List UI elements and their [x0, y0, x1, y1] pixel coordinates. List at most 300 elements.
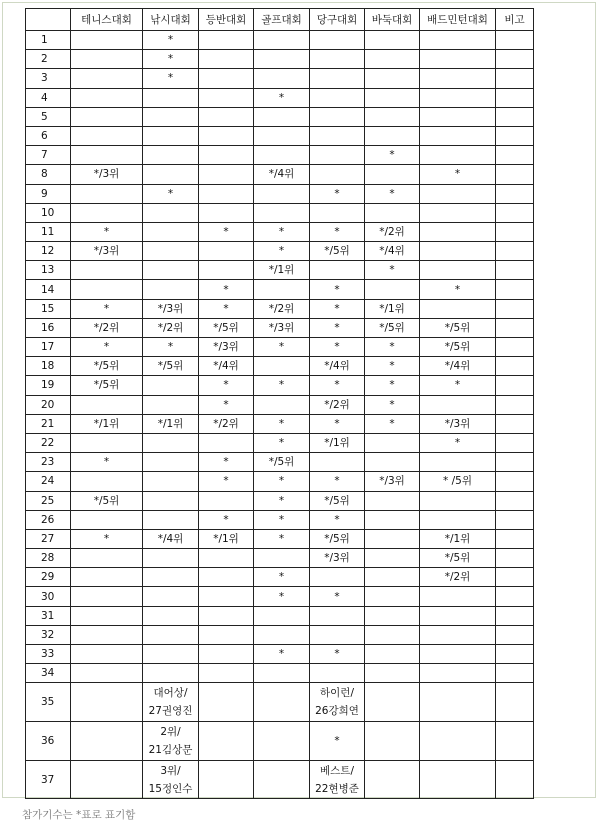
cell-badminton [420, 69, 496, 88]
cell-tennis: */3위 [71, 242, 143, 261]
table-row [26, 69, 534, 88]
cell-tennis: */1위 [71, 414, 143, 433]
cell-badminton: * [420, 280, 496, 299]
cell-fishing [143, 88, 199, 107]
cell-line: 2위/ [160, 725, 181, 738]
row-number: 33 [26, 645, 71, 664]
table-row [26, 203, 534, 222]
row-number: 26 [26, 510, 71, 529]
cell-fishing: */1위 [143, 414, 199, 433]
cell-golf: * [254, 568, 310, 587]
table-cell [71, 760, 143, 799]
row-number: 17 [26, 338, 71, 357]
cell-billiards: * [310, 280, 365, 299]
cell-baduk [365, 510, 420, 529]
cell-golf [254, 146, 310, 165]
cell-baduk [365, 165, 420, 184]
row-number: 27 [26, 529, 71, 548]
cell-baduk: * [365, 338, 420, 357]
cell-line: 하이런/ [320, 687, 354, 700]
cell-baduk [365, 50, 420, 69]
cell-remarks [496, 625, 534, 644]
cell-golf [254, 69, 310, 88]
cell-fishing [143, 165, 199, 184]
cell-baduk [365, 529, 420, 548]
table-row [26, 126, 534, 145]
cell-billiards: * [310, 645, 365, 664]
cell-remarks [496, 107, 534, 126]
header-climbing: 등반대회 [199, 9, 254, 31]
cell-fishing: * [143, 31, 199, 50]
cell-climbing: */5위 [199, 318, 254, 337]
cell-remarks [496, 472, 534, 491]
cell-remarks [496, 261, 534, 280]
cell-climbing [199, 261, 254, 280]
cell-badminton [420, 606, 496, 625]
cell-climbing [199, 107, 254, 126]
row-number: 5 [26, 107, 71, 126]
cell-billiards [310, 606, 365, 625]
table-row [26, 664, 534, 683]
cell-fishing: * [143, 69, 199, 88]
cell-badminton [420, 31, 496, 50]
cell-badminton [420, 146, 496, 165]
cell-baduk [365, 549, 420, 568]
cell-badminton [420, 88, 496, 107]
cell-remarks [496, 280, 534, 299]
cell-climbing [199, 50, 254, 69]
cell-badminton: */5위 [420, 318, 496, 337]
row-number: 16 [26, 318, 71, 337]
cell-golf [254, 50, 310, 69]
cell-climbing [199, 88, 254, 107]
table-cell [496, 760, 534, 799]
cell-climbing: * [199, 376, 254, 395]
cell-baduk: * [365, 357, 420, 376]
cell-badminton [420, 510, 496, 529]
cell-billiards: * [310, 510, 365, 529]
cell-billiards [310, 165, 365, 184]
cell-baduk [365, 645, 420, 664]
cell-climbing: * [199, 395, 254, 414]
cell-fishing: */3위 [143, 299, 199, 318]
cell-tennis [71, 126, 143, 145]
cell-tennis [71, 280, 143, 299]
cell-tennis [71, 395, 143, 414]
table-cell-billiards [310, 722, 365, 761]
cell-badminton [420, 242, 496, 261]
cell-tennis: */2위 [71, 318, 143, 337]
cell-billiards: */5위 [310, 491, 365, 510]
cell-badminton: * [420, 165, 496, 184]
cell-remarks [496, 433, 534, 452]
cell-climbing [199, 184, 254, 203]
cell-climbing [199, 433, 254, 452]
table-cell-billiards [310, 683, 365, 722]
table-row [26, 472, 534, 491]
cell-baduk [365, 69, 420, 88]
cell-climbing: * [199, 299, 254, 318]
table-row [26, 529, 534, 548]
cell-baduk [365, 280, 420, 299]
cell-golf: * [254, 645, 310, 664]
cell-fishing: */2위 [143, 318, 199, 337]
table-row [26, 491, 534, 510]
cell-billiards: * [310, 318, 365, 337]
cell-climbing [199, 31, 254, 50]
header-badminton: 배드민턴대회 [420, 9, 496, 31]
cell-billiards: * [310, 338, 365, 357]
cell-tennis [71, 625, 143, 644]
cell-baduk: */5위 [365, 318, 420, 337]
row-number: 10 [26, 203, 71, 222]
cell-remarks [496, 222, 534, 241]
cell-climbing: */2위 [199, 414, 254, 433]
header-remarks: 비고 [496, 9, 534, 31]
row-number: 37 [26, 760, 71, 799]
cell-golf: */5위 [254, 453, 310, 472]
cell-line: 3위/ [160, 764, 181, 777]
header-corner [26, 9, 71, 31]
cell-fishing [143, 242, 199, 261]
cell-remarks [496, 69, 534, 88]
table-row [26, 433, 534, 452]
cell-baduk [365, 88, 420, 107]
table-cell-fishing [143, 683, 199, 722]
table-cell-billiards [310, 760, 365, 799]
cell-tennis [71, 107, 143, 126]
cell-climbing: * [199, 280, 254, 299]
cell-billiards: * [310, 299, 365, 318]
cell-badminton: */5위 [420, 549, 496, 568]
cell-tennis [71, 664, 143, 683]
cell-golf: * [254, 88, 310, 107]
cell-billiards: */2위 [310, 395, 365, 414]
cell-baduk [365, 491, 420, 510]
cell-golf: */1위 [254, 261, 310, 280]
cell-billiards [310, 50, 365, 69]
table-row [26, 50, 534, 69]
row-number: 35 [26, 683, 71, 722]
cell-golf: * [254, 338, 310, 357]
cell-baduk [365, 126, 420, 145]
cell-tennis: * [71, 338, 143, 357]
table-row [26, 625, 534, 644]
table-row [26, 280, 534, 299]
cell-tennis: * [71, 453, 143, 472]
cell-climbing [199, 242, 254, 261]
cell-fishing [143, 126, 199, 145]
cell-billiards: */3위 [310, 549, 365, 568]
table-row-tall [26, 722, 534, 761]
table-row [26, 318, 534, 337]
cell-billiards [310, 69, 365, 88]
cell-remarks [496, 126, 534, 145]
cell-line: 27권영진 [148, 705, 193, 718]
cell-remarks [496, 645, 534, 664]
cell-tennis [71, 203, 143, 222]
table-row [26, 414, 534, 433]
cell-golf [254, 625, 310, 644]
cell-golf: * [254, 472, 310, 491]
row-number: 34 [26, 664, 71, 683]
table-row [26, 645, 534, 664]
cell-tennis: * [71, 222, 143, 241]
table-cell-fishing [143, 722, 199, 761]
cell-badminton [420, 107, 496, 126]
cell-baduk [365, 606, 420, 625]
cell-remarks [496, 299, 534, 318]
cell-billiards [310, 261, 365, 280]
cell-baduk: */3위 [365, 472, 420, 491]
table-row [26, 261, 534, 280]
cell-baduk: * [365, 395, 420, 414]
cell-baduk: */2위 [365, 222, 420, 241]
cell-baduk: * [365, 414, 420, 433]
table-cell [365, 683, 420, 722]
cell-remarks [496, 664, 534, 683]
cell-climbing [199, 568, 254, 587]
cell-remarks [496, 510, 534, 529]
cell-badminton [420, 184, 496, 203]
cell-tennis: * [71, 299, 143, 318]
cell-tennis [71, 88, 143, 107]
cell-billiards [310, 453, 365, 472]
cell-badminton: * /5위 [420, 472, 496, 491]
cell-climbing: */3위 [199, 338, 254, 357]
cell-golf [254, 606, 310, 625]
cell-tennis [71, 472, 143, 491]
cell-climbing [199, 606, 254, 625]
cell-fishing [143, 606, 199, 625]
cell-fishing [143, 280, 199, 299]
cell-golf: * [254, 529, 310, 548]
cell-fishing: */5위 [143, 357, 199, 376]
row-number: 6 [26, 126, 71, 145]
cell-baduk [365, 433, 420, 452]
cell-badminton [420, 222, 496, 241]
cell-billiards: * [310, 184, 365, 203]
cell-fishing [143, 587, 199, 606]
cell-golf [254, 395, 310, 414]
cell-remarks [496, 318, 534, 337]
table-row [26, 338, 534, 357]
cell-baduk: * [365, 376, 420, 395]
cell-billiards [310, 203, 365, 222]
cell-golf [254, 126, 310, 145]
cell-baduk: * [365, 184, 420, 203]
cell-baduk: */4위 [365, 242, 420, 261]
row-number: 30 [26, 587, 71, 606]
cell-golf: */4위 [254, 165, 310, 184]
cell-badminton [420, 587, 496, 606]
cell-billiards: */4위 [310, 357, 365, 376]
table-row [26, 31, 534, 50]
header-billiards: 당구대회 [310, 9, 365, 31]
cell-golf [254, 107, 310, 126]
cell-tennis [71, 568, 143, 587]
cell-climbing [199, 146, 254, 165]
cell-billiards [310, 31, 365, 50]
cell-remarks [496, 529, 534, 548]
table-cell [420, 760, 496, 799]
cell-tennis [71, 606, 143, 625]
cell-fishing [143, 664, 199, 683]
row-number: 15 [26, 299, 71, 318]
cell-billiards [310, 88, 365, 107]
row-number: 19 [26, 376, 71, 395]
cell-fishing [143, 491, 199, 510]
cell-badminton [420, 491, 496, 510]
cell-climbing: * [199, 222, 254, 241]
cell-baduk [365, 568, 420, 587]
cell-badminton [420, 625, 496, 644]
cell-climbing: */4위 [199, 357, 254, 376]
cell-climbing [199, 203, 254, 222]
cell-billiards [310, 146, 365, 165]
cell-remarks [496, 165, 534, 184]
table-cell [254, 722, 310, 761]
cell-golf [254, 357, 310, 376]
cell-billiards [310, 664, 365, 683]
cell-golf: * [254, 376, 310, 395]
row-number: 14 [26, 280, 71, 299]
cell-remarks [496, 606, 534, 625]
cell-golf: * [254, 587, 310, 606]
row-number: 32 [26, 625, 71, 644]
table-cell [199, 760, 254, 799]
table-cell [71, 722, 143, 761]
table-cell [199, 683, 254, 722]
table-row [26, 587, 534, 606]
cell-billiards: * [310, 376, 365, 395]
cell-remarks [496, 491, 534, 510]
cell-badminton: */4위 [420, 357, 496, 376]
cell-tennis [71, 50, 143, 69]
cell-remarks [496, 453, 534, 472]
cell-fishing: * [143, 50, 199, 69]
row-number: 1 [26, 31, 71, 50]
cell-climbing: * [199, 453, 254, 472]
cell-baduk: */1위 [365, 299, 420, 318]
cell-tennis: * [71, 529, 143, 548]
table-row-tall [26, 760, 534, 799]
cell-fishing [143, 376, 199, 395]
cell-climbing [199, 126, 254, 145]
row-number: 23 [26, 453, 71, 472]
cell-fishing [143, 203, 199, 222]
cell-fishing [143, 568, 199, 587]
cell-golf [254, 280, 310, 299]
cell-golf [254, 664, 310, 683]
row-number: 12 [26, 242, 71, 261]
cell-tennis [71, 31, 143, 50]
cell-tennis [71, 587, 143, 606]
cell-fishing [143, 453, 199, 472]
cell-remarks [496, 184, 534, 203]
table-cell [420, 722, 496, 761]
table-row [26, 453, 534, 472]
cell-climbing: */1위 [199, 529, 254, 548]
cell-badminton [420, 453, 496, 472]
cell-line: 베스트/ [320, 764, 354, 777]
cell-tennis [71, 433, 143, 452]
table-row [26, 357, 534, 376]
cell-badminton [420, 50, 496, 69]
participation-table [25, 8, 534, 799]
row-number: 25 [26, 491, 71, 510]
cell-fishing [143, 433, 199, 452]
cell-fishing [143, 107, 199, 126]
cell-badminton [420, 664, 496, 683]
cell-baduk [365, 625, 420, 644]
cell-billiards: * [310, 587, 365, 606]
table-cell [254, 760, 310, 799]
cell-badminton [420, 645, 496, 664]
cell-remarks [496, 357, 534, 376]
table-cell [365, 760, 420, 799]
cell-fishing [143, 222, 199, 241]
cell-climbing [199, 664, 254, 683]
cell-billiards: */1위 [310, 433, 365, 452]
cell-baduk: * [365, 146, 420, 165]
cell-billiards [310, 625, 365, 644]
row-number: 7 [26, 146, 71, 165]
cell-baduk [365, 587, 420, 606]
cell-golf: * [254, 491, 310, 510]
table-row [26, 568, 534, 587]
cell-remarks [496, 50, 534, 69]
table-row [26, 395, 534, 414]
cell-badminton [420, 395, 496, 414]
cell-badminton: */5위 [420, 338, 496, 357]
cell-billiards: */5위 [310, 242, 365, 261]
cell-fishing: * [143, 184, 199, 203]
cell-tennis [71, 261, 143, 280]
cell-climbing [199, 491, 254, 510]
table-cell-fishing [143, 760, 199, 799]
cell-golf [254, 549, 310, 568]
cell-tennis: */5위 [71, 491, 143, 510]
header-baduk: 바둑대회 [365, 9, 420, 31]
table-row [26, 146, 534, 165]
cell-billiards [310, 568, 365, 587]
cell-baduk [365, 664, 420, 683]
table-cell [420, 683, 496, 722]
cell-fishing [143, 146, 199, 165]
cell-tennis [71, 510, 143, 529]
table-row [26, 165, 534, 184]
cell-fishing [143, 645, 199, 664]
cell-remarks [496, 414, 534, 433]
cell-climbing [199, 625, 254, 644]
row-number: 31 [26, 606, 71, 625]
row-number: 4 [26, 88, 71, 107]
table-row [26, 88, 534, 107]
row-number: 9 [26, 184, 71, 203]
cell-remarks [496, 395, 534, 414]
header-tennis: 테니스대회 [71, 9, 143, 31]
cell-golf [254, 184, 310, 203]
table-cell [496, 722, 534, 761]
cell-remarks [496, 587, 534, 606]
cell-billiards: * [310, 414, 365, 433]
table-cell [254, 683, 310, 722]
table-cell [199, 722, 254, 761]
row-number: 13 [26, 261, 71, 280]
cell-baduk [365, 203, 420, 222]
cell-climbing [199, 165, 254, 184]
